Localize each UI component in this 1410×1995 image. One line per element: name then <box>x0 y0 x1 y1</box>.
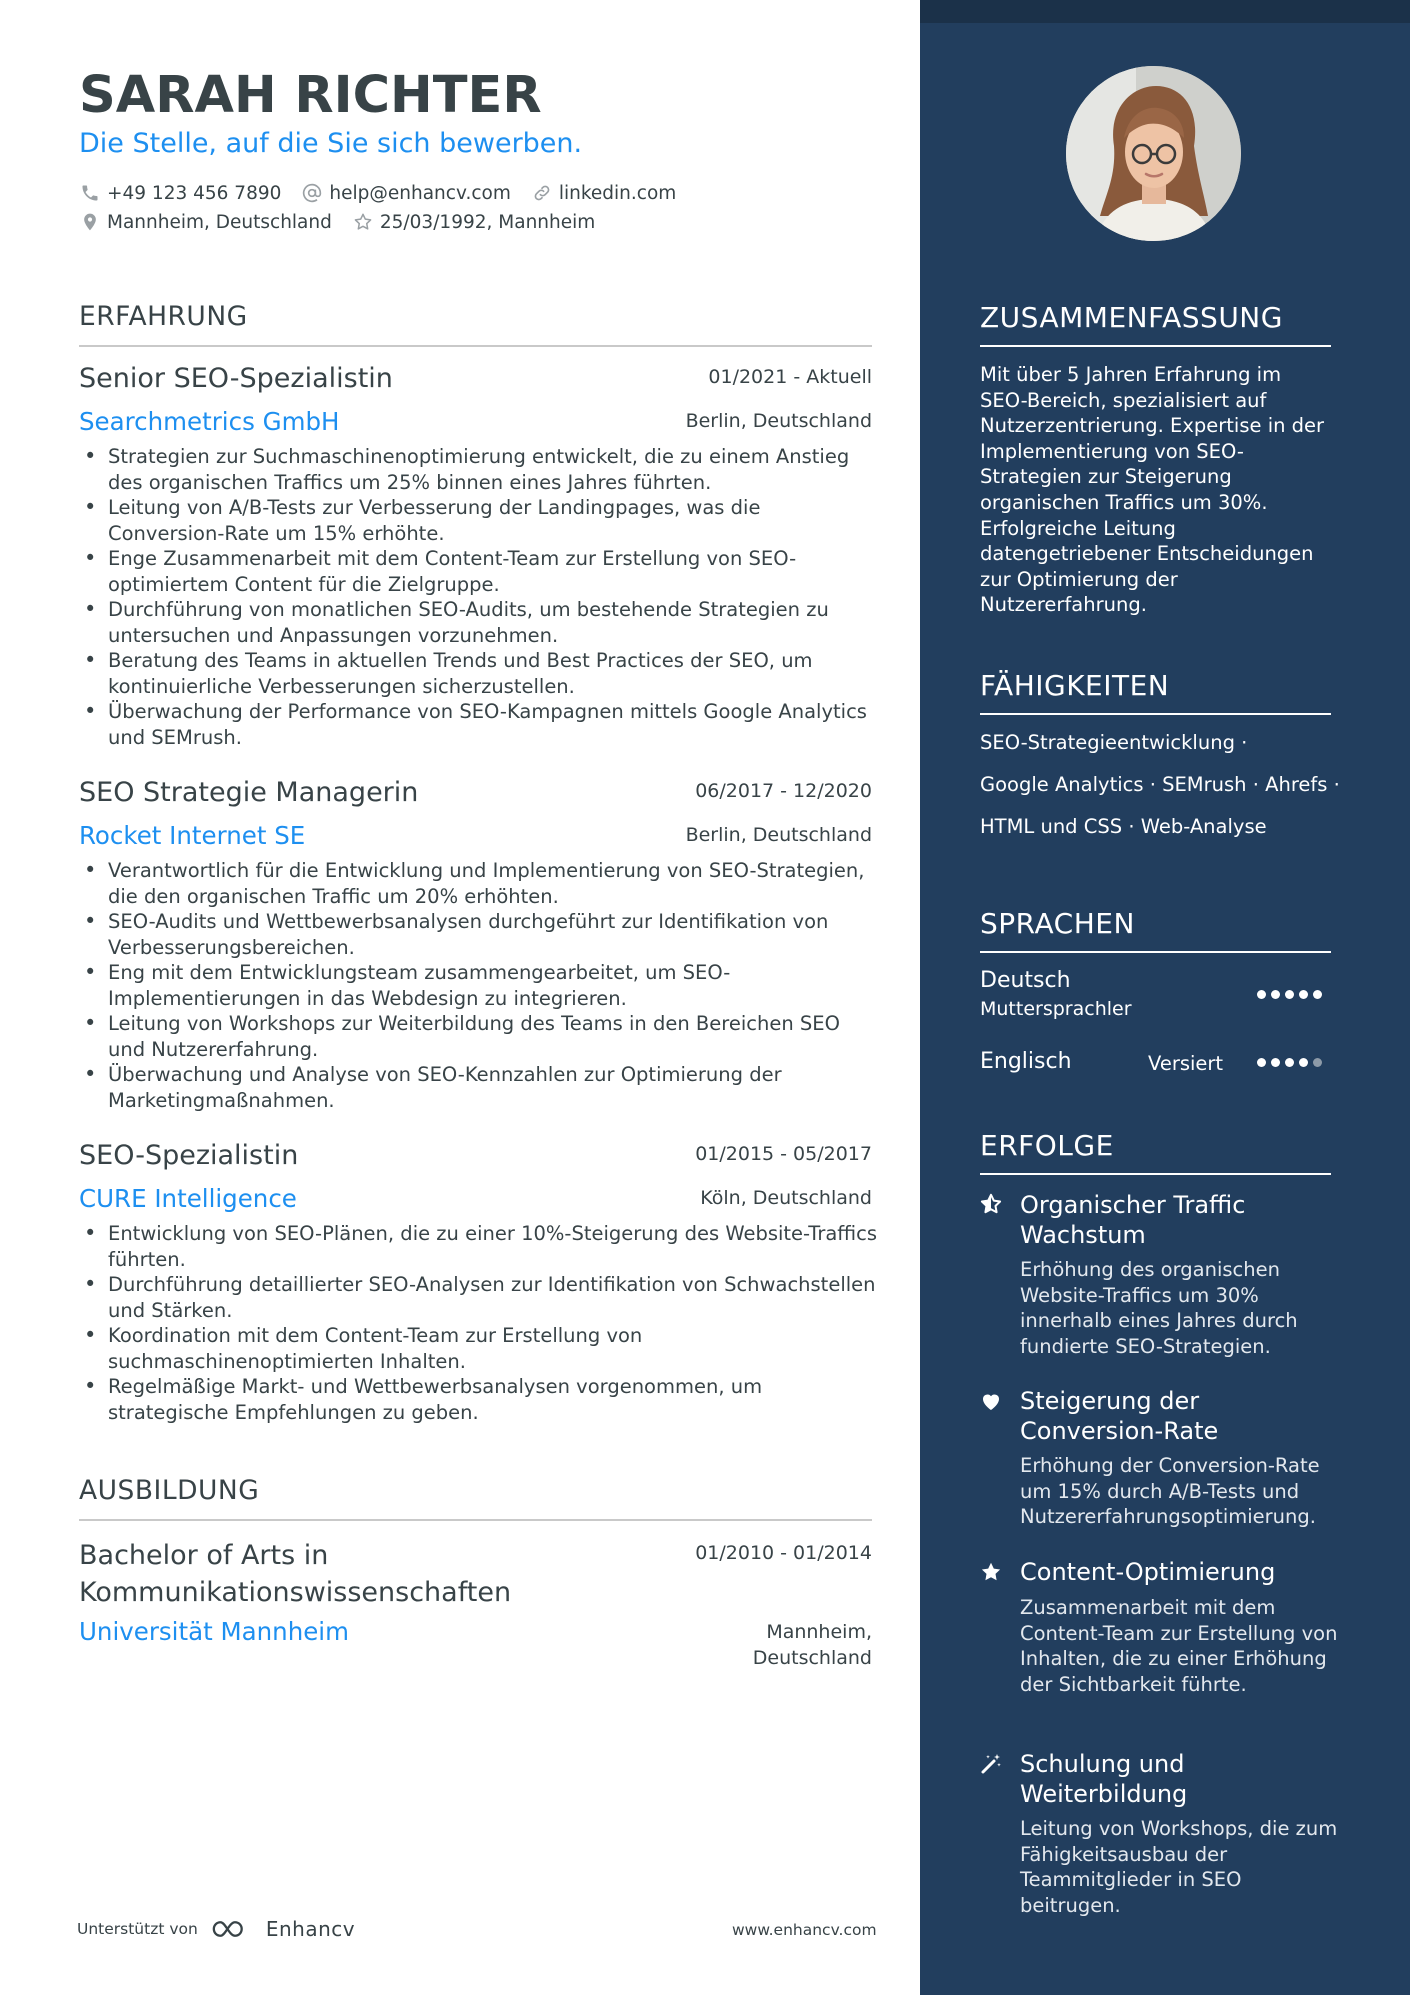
bullet: • Koordination mit dem Content-Team zur Erstellung von suchmaschinenoptimierten Inhalten. <box>79 1323 879 1374</box>
job-company[interactable]: Rocket Internet SE <box>79 821 306 850</box>
job-location: Berlin, Deutschland <box>685 824 872 846</box>
achievement-title: Schulung und Weiterbildung <box>1020 1750 1188 1808</box>
achievement-description: Erhöhung der Conversion-Rate um 15% durch A/B-Tests und Nutzererfahrungsoptimierung. <box>1020 1454 1320 1529</box>
language-level: Versiert <box>1148 1052 1224 1075</box>
proficiency-dot <box>1257 990 1266 999</box>
achievement-description: Leitung von Workshops, die zum Fähigkeitsausbau der Teammitglieder in SEO beitrugen. <box>1020 1817 1338 1917</box>
bullet: • Regelmäßige Markt- und Wettbewerbsanalysen vorgenommen, um strategische Empfehlungen zu geben. <box>79 1374 879 1425</box>
experience-heading: ERFAHRUNG <box>79 301 248 332</box>
job-bullets <box>79 444 879 750</box>
experience-divider <box>79 345 872 347</box>
bullet: • Leitung von Workshops zur Weiterbildung des Teams in den Bereichen SEO und Nutzererfahrung. <box>79 1011 879 1062</box>
languages-divider <box>980 951 1331 953</box>
target-job-title: Die Stelle, auf die Sie sich bewerben. <box>79 128 583 159</box>
sidebar-top-bar <box>920 0 1410 23</box>
achievement-description: Zusammenarbeit mit dem Content-Team zur Erstellung von Inhalten, die zu einer Erhöhung der Sichtbarkeit führte. <box>1020 1596 1338 1696</box>
contact-phone <box>79 182 281 204</box>
proficiency-dot <box>1299 1058 1308 1067</box>
job-company[interactable]: CURE Intelligence <box>79 1184 297 1213</box>
achievement-description: Erhöhung des organischen Website-Traffics um 30% innerhalb eines Jahres durch fundierte SEO-Strategien. <box>1020 1258 1298 1358</box>
proficiency-dot <box>1257 1058 1266 1067</box>
language-name: Deutsch <box>980 968 1071 993</box>
achievements-divider <box>980 1173 1331 1175</box>
proficiency-dot <box>1271 990 1280 999</box>
powered-by-text: Unterstützt von <box>77 1920 198 1938</box>
star-outline-icon <box>352 211 374 233</box>
skills-line-1: SEO-Strategieentwicklung · <box>980 731 1248 754</box>
footer-url[interactable]: www.enhancv.com <box>732 1921 877 1939</box>
summary-text: Mit über 5 Jahren Erfahrung im SEO-Bereich, spezialisiert auf Nutzerzentrierung. Expertise in der Implementierung von SEO-Strategien zur Steigerung organischen Traffics um 30%. Erfolgreiche Leitung datengetriebener Entscheidungen zur Optimierung der Nutzererfahrung. <box>980 363 1325 617</box>
contact-location <box>79 211 332 233</box>
link-icon <box>531 182 553 204</box>
profile-photo <box>1066 66 1241 241</box>
enhancv-logo-icon[interactable] <box>210 1917 355 1941</box>
proficiency-dot <box>1285 1058 1294 1067</box>
summary-divider <box>980 345 1331 347</box>
bullet: • Leitung von A/B-Tests zur Verbesserung der Landingpages, was die Conversion-Rate um 15% erhöhte. <box>79 495 879 546</box>
powered-by <box>77 1917 355 1941</box>
achievement-title: Organischer Traffic Wachstum <box>1020 1191 1246 1249</box>
job-date: 06/2017 - 12/2020 <box>695 780 872 802</box>
proficiency-dot-empty <box>1313 1058 1322 1067</box>
achievement-title: Steigerung der Conversion-Rate <box>1020 1387 1219 1445</box>
language-proficiency-dots <box>1252 990 1322 999</box>
bullet: • Überwachung und Analyse von SEO-Kennzahlen zur Optimierung der Marketingmaßnahmen. <box>79 1062 879 1113</box>
star-half-icon <box>978 1191 1004 1217</box>
magic-wand-icon <box>978 1751 1004 1777</box>
proficiency-dot <box>1285 990 1294 999</box>
job-company[interactable]: Searchmetrics GmbH <box>79 407 340 436</box>
skills-line-3: HTML und CSS · Web-Analyse <box>980 815 1267 838</box>
contact-linkedin <box>531 182 676 204</box>
email-text[interactable]: help@enhancv.com <box>329 182 511 204</box>
candidate-name: SARAH RICHTER <box>79 66 542 125</box>
heart-icon <box>978 1388 1004 1414</box>
language-level: Muttersprachler <box>980 998 1132 1020</box>
bullet: • Überwachung der Performance von SEO-Kampagnen mittels Google Analytics und SEMrush. <box>79 699 879 750</box>
location-text: Mannheim, Deutschland <box>107 211 332 233</box>
education-location <box>753 1620 872 1671</box>
school-name[interactable]: Universität Mannheim <box>79 1617 349 1646</box>
job-location: Köln, Deutschland <box>700 1187 872 1209</box>
at-icon <box>301 182 323 204</box>
skills-divider <box>980 713 1331 715</box>
languages-heading: SPRACHEN <box>980 907 1135 940</box>
achievements-heading: ERFOLGE <box>980 1129 1114 1162</box>
contact-email <box>301 182 510 204</box>
job-date: 01/2015 - 05/2017 <box>695 1143 872 1165</box>
education-location-line-2: Deutschland <box>752 1646 872 1669</box>
contact-row-1 <box>79 182 696 204</box>
bullet: • Durchführung von monatlichen SEO-Audits, um bestehende Strategien zu untersuchen und Anpassungen vorzunehmen. <box>79 597 879 648</box>
language-name: Englisch <box>980 1049 1072 1074</box>
location-pin-icon <box>79 211 101 233</box>
bullet: • Enge Zusammenarbeit mit dem Content-Team zur Erstellung von SEO-optimiertem Content für die Zielgruppe. <box>79 546 879 597</box>
phone-text[interactable]: +49 123 456 7890 <box>107 182 282 204</box>
contact-row-2 <box>79 211 615 233</box>
job-location: Berlin, Deutschland <box>685 410 872 432</box>
bullet: • Strategien zur Suchmaschinenoptimierung entwickelt, die zu einem Anstieg des organischen Traffics um 25% binnen eines Jahres führten. <box>79 444 879 495</box>
job-title: Senior SEO-Spezialistin <box>79 363 393 394</box>
bullet: • Verantwortlich für die Entwicklung und Implementierung von SEO-Strategien, die den organischen Traffic um 20% erhöhten. <box>79 858 879 909</box>
bullet: • Eng mit dem Entwicklungsteam zusammengearbeitet, um SEO-Implementierungen in das Webdesign zu integrieren. <box>79 960 879 1011</box>
achievement-title: Content-Optimierung <box>1020 1558 1276 1586</box>
language-proficiency-dots <box>1252 1058 1322 1067</box>
star-icon <box>978 1559 1004 1585</box>
degree-line-1: Bachelor of Arts in <box>79 1540 329 1571</box>
education-date: 01/2010 - 01/2014 <box>695 1542 872 1564</box>
proficiency-dot <box>1313 990 1322 999</box>
bullet: • Durchführung detaillierter SEO-Analysen zur Identifikation von Schwachstellen und Stärken. <box>79 1272 879 1323</box>
enhancv-brand: Enhancv <box>265 1917 356 1941</box>
bullet: • SEO-Audits und Wettbewerbsanalysen durchgeführt zur Identifikation von Verbesserungsbereichen. <box>79 909 879 960</box>
education-heading: AUSBILDUNG <box>79 1475 260 1506</box>
bullet: • Entwicklung von SEO-Plänen, die zu einer 10%-Steigerung des Website-Traffics führten. <box>79 1221 879 1272</box>
job-bullets <box>79 858 879 1113</box>
summary-heading: ZUSAMMENFASSUNG <box>980 301 1283 334</box>
job-date: 01/2021 - Aktuell <box>708 366 872 388</box>
education-divider <box>79 1519 872 1521</box>
job-bullets <box>79 1221 879 1425</box>
linkedin-text[interactable]: linkedin.com <box>558 182 677 204</box>
phone-icon <box>79 182 101 204</box>
degree-title <box>79 1537 511 1611</box>
bullet: • Beratung des Teams in aktuellen Trends und Best Practices der SEO, um kontinuierliche Verbesserungen sicherzustellen. <box>79 648 879 699</box>
proficiency-dot <box>1299 990 1308 999</box>
job-title: SEO Strategie Managerin <box>79 777 419 808</box>
education-location-line-1: Mannheim, <box>766 1621 872 1643</box>
skills-heading: FÄHIGKEITEN <box>980 669 1170 702</box>
proficiency-dot <box>1271 1058 1280 1067</box>
skills-line-2: Google Analytics · SEMrush · Ahrefs · <box>980 773 1340 796</box>
degree-line-2: Kommunikationswissenschaften <box>79 1577 512 1608</box>
job-title: SEO-Spezialistin <box>79 1140 299 1171</box>
contact-birth <box>352 211 595 233</box>
birth-text: 25/03/1992, Mannheim <box>379 211 596 233</box>
